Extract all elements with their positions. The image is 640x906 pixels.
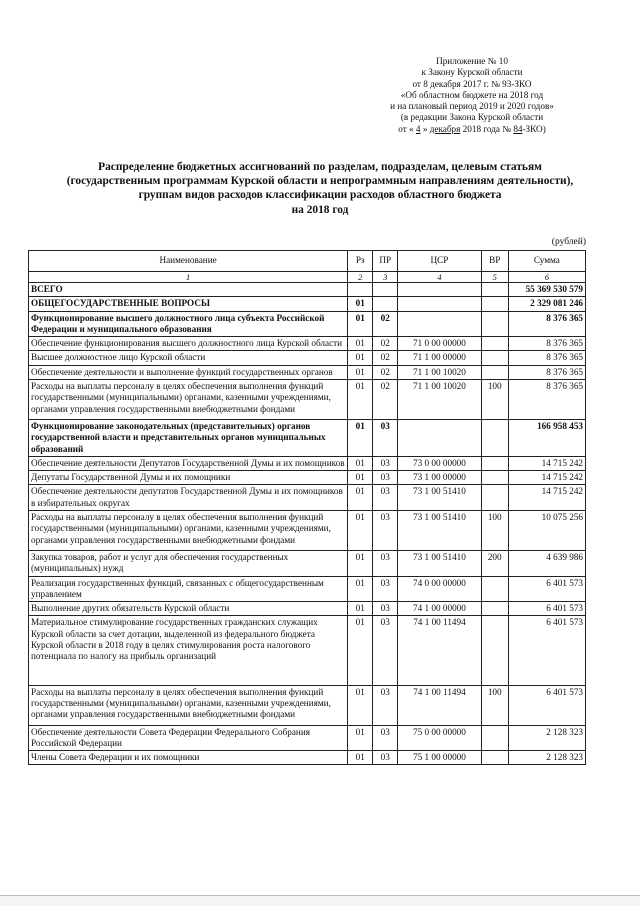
appendix-line-edition	[372, 124, 572, 135]
row-rz-cell: 01	[348, 576, 373, 602]
table-row	[29, 576, 586, 602]
row-csr-cell	[398, 419, 481, 456]
index-cell: 2	[348, 272, 373, 283]
row-name-cell: Расходы на выплаты персоналу в целях обеспечения выполнения функций государственными (муниципальными) органами, казенными учреждениями, органами управления государственными внебюджетными фондами	[29, 380, 348, 420]
row-vr-cell	[481, 283, 508, 297]
row-vr-cell	[481, 725, 508, 751]
table-row	[29, 419, 586, 456]
table-row	[29, 337, 586, 351]
table-row	[29, 471, 586, 485]
edition-sep: »	[420, 123, 430, 134]
row-name-cell: Реализация государственных функций, связанных с общегосударственным управлением	[29, 576, 348, 602]
header-pr: ПР	[373, 251, 398, 272]
row-csr-cell: 75 1 00 00000	[398, 751, 481, 765]
row-rz-cell: 01	[348, 725, 373, 751]
row-pr-cell: 03	[373, 485, 398, 511]
row-sum-cell: 14 715 242	[508, 456, 585, 470]
row-pr-cell: 02	[373, 365, 398, 379]
edition-year: 2018 года №	[460, 123, 514, 134]
row-vr-cell	[481, 456, 508, 470]
appendix-line: «Об областном бюджете на 2018 год	[400, 89, 544, 100]
table-row	[29, 751, 586, 765]
row-csr-cell: 73 1 00 51410	[398, 511, 481, 551]
table-row	[29, 511, 586, 551]
row-sum-cell: 14 715 242	[508, 485, 585, 511]
title-line: на 2018 год	[291, 203, 349, 216]
budget-table	[28, 250, 586, 765]
edition-month: декабря	[429, 123, 461, 134]
row-pr-cell: 02	[373, 311, 398, 337]
row-name-cell: Обеспечение деятельности Совета Федерации Федерального Собрания Российской Федерации	[29, 725, 348, 751]
row-pr-cell: 03	[373, 456, 398, 470]
row-vr-cell	[481, 351, 508, 365]
table-index-row	[29, 272, 586, 283]
document-title	[30, 160, 610, 217]
row-csr-cell: 74 1 00 11494	[398, 685, 481, 725]
row-rz-cell: 01	[348, 456, 373, 470]
row-name-cell: ОБЩЕГОСУДАРСТВЕННЫЕ ВОПРОСЫ	[29, 297, 348, 311]
index-cell: 5	[481, 272, 508, 283]
row-rz-cell: 01	[348, 351, 373, 365]
row-name-cell: ВСЕГО	[29, 283, 348, 297]
row-sum-cell: 8 376 365	[508, 351, 585, 365]
row-vr-cell	[481, 576, 508, 602]
row-pr-cell	[373, 297, 398, 311]
row-csr-cell	[398, 283, 481, 297]
row-rz-cell: 01	[348, 685, 373, 725]
row-sum-cell: 10 075 256	[508, 511, 585, 551]
appendix-header	[372, 56, 572, 135]
row-rz-cell: 01	[348, 511, 373, 551]
row-pr-cell: 03	[373, 576, 398, 602]
row-pr-cell: 03	[373, 602, 398, 616]
title-line: (государственным программам Курской области и непрограммным направлениям деятельности),	[66, 175, 574, 188]
row-sum-cell: 8 376 365	[508, 365, 585, 379]
row-sum-cell: 166 958 453	[508, 419, 585, 456]
row-sum-cell: 14 715 242	[508, 471, 585, 485]
row-pr-cell: 03	[373, 685, 398, 725]
row-vr-cell	[481, 471, 508, 485]
appendix-line: (в редакции Закона Курской области	[400, 112, 544, 123]
row-pr-cell: 03	[373, 511, 398, 551]
row-name-cell: Функционирование высшего должностного лица субъекта Российской Федерации и муниципального образования	[29, 311, 348, 337]
row-csr-cell: 74 1 00 11494	[398, 616, 481, 685]
table-row	[29, 456, 586, 470]
row-name-cell: Выполнение других обязательств Курской области	[29, 602, 348, 616]
row-rz-cell: 01	[348, 485, 373, 511]
index-cell: 4	[398, 272, 481, 283]
row-name-cell: Закупка товаров, работ и услуг для обеспечения государственных (муниципальных) нужд	[29, 550, 348, 576]
row-vr-cell	[481, 297, 508, 311]
row-csr-cell: 73 0 00 00000	[398, 456, 481, 470]
row-rz-cell: 01	[348, 602, 373, 616]
row-name-cell: Обеспечение деятельности Депутатов Государственной Думы и их помощников	[29, 456, 348, 470]
index-cell: 1	[29, 272, 348, 283]
row-name-cell: Расходы на выплаты персоналу в целях обеспечения выполнения функций государственными (муниципальными) органами, казенными учреждениями, органами управления государственными внебюджетными фондами	[29, 685, 348, 725]
row-rz-cell: 01	[348, 380, 373, 420]
appendix-line: и на плановый период 2019 и 2020 годов»	[390, 101, 554, 112]
index-cell: 3	[373, 272, 398, 283]
row-csr-cell: 71 1 00 00000	[398, 351, 481, 365]
row-pr-cell: 03	[373, 550, 398, 576]
table-row	[29, 311, 586, 337]
title-line: Распределение бюджетных ассигнований по разделам, подразделам, целевым статьям	[98, 161, 542, 173]
row-vr-cell	[481, 365, 508, 379]
row-sum-cell: 2 128 323	[508, 751, 585, 765]
table-body	[29, 283, 586, 765]
row-sum-cell: 8 376 365	[508, 337, 585, 351]
row-vr-cell	[481, 485, 508, 511]
row-vr-cell	[481, 311, 508, 337]
row-name-cell: Члены Совета Федерации и их помощники	[29, 751, 348, 765]
table-row	[29, 297, 586, 311]
row-name-cell: Обеспечение деятельности депутатов Государственной Думы и их помощников в избирательных округах	[29, 485, 348, 511]
row-sum-cell: 6 401 573	[508, 602, 585, 616]
row-rz-cell: 01	[348, 297, 373, 311]
row-pr-cell: 02	[373, 351, 398, 365]
row-sum-cell: 8 376 365	[508, 311, 585, 337]
row-name-cell: Обеспечение деятельности и выполнение функций государственных органов	[29, 365, 348, 379]
row-name-cell: Депутаты Государственной Думы и их помощники	[29, 471, 348, 485]
row-csr-cell: 74 1 00 00000	[398, 602, 481, 616]
table-row	[29, 380, 586, 420]
row-vr-cell	[481, 337, 508, 351]
row-sum-cell: 6 401 573	[508, 616, 585, 685]
row-vr-cell	[481, 419, 508, 456]
row-rz-cell: 01	[348, 365, 373, 379]
row-name-cell: Обеспечение функционирования высшего должностного лица Курской области	[29, 337, 348, 351]
row-vr-cell: 200	[481, 550, 508, 576]
row-sum-cell: 2 128 323	[508, 725, 585, 751]
table-row	[29, 283, 586, 297]
edition-suffix: -ЗКО)	[522, 123, 546, 134]
row-rz-cell: 01	[348, 751, 373, 765]
row-name-cell: Материальное стимулирование государственных гражданских служащих Курской области за счет дотации, выделенной из федерального бюджета Курской области в 2018 году в целях стимулирования роста налогового потенциала по налогу на прибыль организаций	[29, 616, 348, 685]
table-row	[29, 725, 586, 751]
row-pr-cell: 03	[373, 471, 398, 485]
row-vr-cell: 100	[481, 685, 508, 725]
row-rz-cell: 01	[348, 471, 373, 485]
table-row	[29, 485, 586, 511]
table-row	[29, 602, 586, 616]
header-rz: Рз	[348, 251, 373, 272]
header-csr: ЦСР	[398, 251, 481, 272]
row-sum-cell: 2 329 081 246	[508, 297, 585, 311]
row-vr-cell	[481, 602, 508, 616]
row-pr-cell: 03	[373, 419, 398, 456]
row-rz-cell: 01	[348, 550, 373, 576]
table-row	[29, 616, 586, 685]
page-edge	[0, 895, 640, 906]
appendix-line: Приложение № 10	[436, 56, 508, 66]
row-csr-cell: 73 1 00 51410	[398, 550, 481, 576]
table-row	[29, 351, 586, 365]
row-csr-cell: 71 1 00 10020	[398, 365, 481, 379]
header-name: Наименование	[29, 251, 348, 272]
row-rz-cell: 01	[348, 616, 373, 685]
table-row	[29, 550, 586, 576]
table-header-row	[29, 251, 586, 272]
row-sum-cell: 8 376 365	[508, 380, 585, 420]
row-pr-cell: 03	[373, 751, 398, 765]
row-rz-cell: 01	[348, 311, 373, 337]
row-csr-cell: 71 1 00 10020	[398, 380, 481, 420]
header-vr: ВР	[481, 251, 508, 272]
row-vr-cell: 100	[481, 511, 508, 551]
row-vr-cell	[481, 616, 508, 685]
row-sum-cell: 6 401 573	[508, 576, 585, 602]
row-name-cell: Расходы на выплаты персоналу в целях обеспечения выполнения функций государственными (муниципальными) органами, казенными учреждениями, органами управления государственными внебюджетными фондами	[29, 511, 348, 551]
row-name-cell: Функционирование законодательных (представительных) органов государственной власти и представительных органов муниципальных образований	[29, 419, 348, 456]
row-csr-cell: 73 1 00 51410	[398, 485, 481, 511]
row-csr-cell	[398, 311, 481, 337]
row-csr-cell: 75 0 00 00000	[398, 725, 481, 751]
row-pr-cell	[373, 283, 398, 297]
row-csr-cell	[398, 297, 481, 311]
row-pr-cell: 03	[373, 616, 398, 685]
row-pr-cell: 02	[373, 380, 398, 420]
row-sum-cell: 4 639 986	[508, 550, 585, 576]
units-label: (рублей)	[551, 237, 586, 247]
row-name-cell: Высшее должностное лицо Курской области	[29, 351, 348, 365]
row-sum-cell: 6 401 573	[508, 685, 585, 725]
appendix-line: к Закону Курской области	[421, 67, 523, 78]
row-pr-cell: 02	[373, 337, 398, 351]
table-row	[29, 685, 586, 725]
row-vr-cell	[481, 751, 508, 765]
row-csr-cell: 74 0 00 00000	[398, 576, 481, 602]
row-csr-cell: 73 1 00 00000	[398, 471, 481, 485]
row-csr-cell: 71 0 00 00000	[398, 337, 481, 351]
appendix-line: от 8 декабря 2017 г. № 93-ЗКО	[412, 78, 532, 89]
edition-prefix: от «	[398, 123, 416, 134]
header-sum: Сумма	[508, 251, 585, 272]
index-cell: 6	[508, 272, 585, 283]
table-row	[29, 365, 586, 379]
title-line: группам видов расходов классификации расходов областного бюджета	[138, 189, 502, 202]
row-rz-cell	[348, 283, 373, 297]
row-rz-cell: 01	[348, 419, 373, 456]
row-vr-cell: 100	[481, 380, 508, 420]
row-sum-cell: 55 369 530 579	[508, 283, 585, 297]
row-rz-cell: 01	[348, 337, 373, 351]
edition-number: 84	[513, 123, 523, 134]
row-pr-cell: 03	[373, 725, 398, 751]
edition-day: 4	[415, 123, 421, 134]
